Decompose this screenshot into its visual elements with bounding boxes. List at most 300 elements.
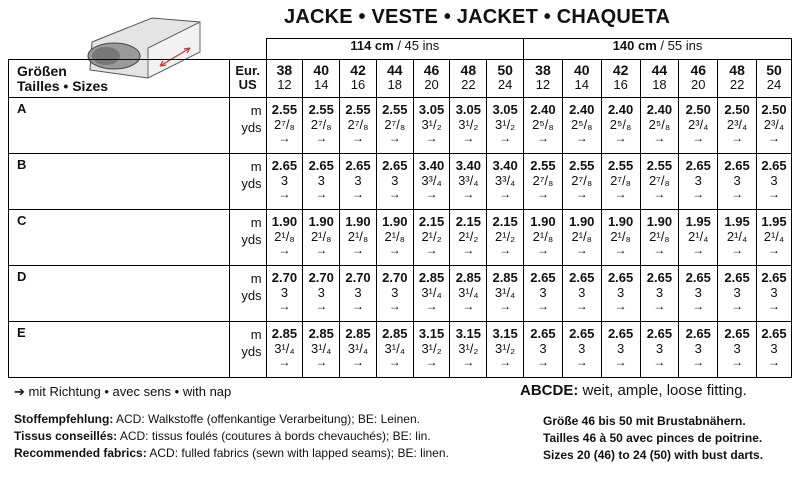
yardage-cell xyxy=(487,98,524,154)
size-header xyxy=(413,60,450,98)
nap-arrow-icon: → xyxy=(614,299,627,313)
yardage-cell xyxy=(562,98,601,154)
yards-value: 2⁵/₈ xyxy=(570,117,593,132)
yards-value: 2⁷/₈ xyxy=(648,173,670,188)
nap-arrow-icon: → xyxy=(575,355,588,369)
nap-arrow-icon: → xyxy=(692,131,705,145)
nap-arrow-icon: → xyxy=(425,243,438,257)
recommend-text: ACD: fulled fabrics (sewn with lapped seams); BE: linen. xyxy=(146,446,449,460)
yardage-cell xyxy=(303,154,340,210)
yards-value: 3³/₄ xyxy=(458,173,479,188)
nap-arrow-icon: → xyxy=(315,243,328,257)
size-header xyxy=(266,60,303,98)
meters-value: 2.65 xyxy=(724,270,750,285)
us-size: 12 xyxy=(277,77,292,92)
yards-value: 2¹/₈ xyxy=(649,229,670,244)
yards-value: 3¹/₂ xyxy=(458,117,479,132)
yardage-cell xyxy=(340,322,377,378)
yards-value: 3¹/₄ xyxy=(274,341,295,356)
nap-arrow-icon: → xyxy=(536,299,549,313)
yardage-cell xyxy=(376,210,413,266)
meters-value: 2.65 xyxy=(271,158,298,173)
meters-value: 2.65 xyxy=(724,326,750,341)
eur-size: 48 xyxy=(460,62,477,78)
nap-arrow-icon: → xyxy=(692,355,705,369)
yards-value: 3 xyxy=(655,341,664,356)
yards-value: 2¹/₂ xyxy=(421,229,442,244)
meters-value: 1.90 xyxy=(607,214,634,229)
yards-value: 2¹/₄ xyxy=(726,229,748,244)
recommend-line xyxy=(14,428,449,445)
meters-value: 2.65 xyxy=(685,270,711,285)
yards-value: 2¹/₈ xyxy=(610,229,631,244)
width-ins: / 55 ins xyxy=(660,38,703,53)
nap-arrow-icon: → xyxy=(614,187,627,201)
yardage-cell xyxy=(718,98,757,154)
eur-size: 40 xyxy=(313,62,329,78)
nap-arrow-icon: → xyxy=(278,299,291,313)
meters-value: 3.15 xyxy=(418,326,445,341)
view-letter-text: D xyxy=(17,269,27,284)
us-size: 20 xyxy=(691,77,706,92)
meters-value: 2.50 xyxy=(685,102,711,117)
meters-value: 2.85 xyxy=(382,326,408,341)
size-header xyxy=(757,60,792,98)
nap-arrow-icon: → xyxy=(768,299,780,313)
meters-value: 2.65 xyxy=(685,158,711,173)
yardage-cell xyxy=(266,210,303,266)
yards-value: 2¹/₈ xyxy=(384,229,406,244)
recommended-fabrics xyxy=(14,411,449,462)
meters-value: 2.65 xyxy=(761,326,787,341)
bust-line: Größe 46 bis 50 mit Brustabnähern. xyxy=(543,414,746,428)
yardage-cell xyxy=(718,266,757,322)
meters-value: 1.90 xyxy=(382,214,408,229)
meters-value: 3.15 xyxy=(492,326,518,341)
nap-arrow-icon: → xyxy=(352,355,364,369)
nap-arrow-icon: → xyxy=(425,187,438,201)
yardage-cell xyxy=(450,154,487,210)
yardage-cell xyxy=(757,154,792,210)
yards-value: 3 xyxy=(694,341,702,356)
yards-value: 3 xyxy=(391,285,399,300)
yards-value: 2⁷/₈ xyxy=(273,117,295,132)
nap-arrow-icon: → xyxy=(499,355,512,369)
nap-arrow-icon: → xyxy=(731,187,744,201)
unit-yds: yds xyxy=(241,344,262,359)
fit-letters: ABCDE: xyxy=(520,382,579,399)
yardage-cell xyxy=(340,210,377,266)
yardage-cell xyxy=(340,154,377,210)
yards-value: 2¹/₈ xyxy=(274,229,295,244)
yards-value: 3 xyxy=(391,173,399,188)
nap-arrow-icon: → xyxy=(499,299,512,313)
meters-value: 2.15 xyxy=(418,214,445,229)
yards-value: 2³/₄ xyxy=(726,117,748,132)
yardage-cell xyxy=(376,154,413,210)
eur-us-label xyxy=(229,60,266,98)
unit-yds: yds xyxy=(241,288,262,303)
yards-value: 3³/₄ xyxy=(494,173,516,188)
table-row xyxy=(9,266,792,322)
unit-m: m xyxy=(250,271,262,286)
eur-size: 42 xyxy=(612,62,629,78)
us-size: 24 xyxy=(497,77,513,92)
meters-value: 2.85 xyxy=(455,270,481,285)
yards-value: 3 xyxy=(770,341,778,356)
meters-value: 2.85 xyxy=(418,270,445,285)
yardage-cell xyxy=(340,98,377,154)
meters-value: 2.65 xyxy=(569,270,595,285)
unit-yds: yds xyxy=(241,176,262,191)
yards-value: 3 xyxy=(694,173,702,188)
meters-value: 3.15 xyxy=(455,326,481,341)
yards-value: 3 xyxy=(578,341,586,356)
nap-arrow-icon: → xyxy=(499,243,512,257)
meters-value: 2.70 xyxy=(382,270,408,285)
yardage-cell xyxy=(413,266,450,322)
meters-value: 2.65 xyxy=(724,158,750,173)
yardage-cell xyxy=(303,210,340,266)
yardage-cell xyxy=(303,98,340,154)
nap-arrow-icon: → xyxy=(536,131,549,145)
us-size: 18 xyxy=(387,77,403,92)
recommend-text: ACD: Walkstoffe (offenkantige Verarbeitung); BE: Leinen. xyxy=(113,412,420,426)
us-size: 20 xyxy=(424,77,439,92)
nap-arrow-icon: → xyxy=(768,243,780,257)
yards-value: 2⁵/₈ xyxy=(532,117,554,132)
view-letter-text: B xyxy=(17,157,27,172)
meters-value: 2.70 xyxy=(271,270,298,285)
nap-arrow-icon: → xyxy=(352,187,364,201)
meters-value: 2.65 xyxy=(761,158,787,173)
yardage-cell xyxy=(524,154,563,210)
view-letter xyxy=(9,210,230,266)
yards-value: 3 xyxy=(539,285,547,300)
yards-value: 3¹/₄ xyxy=(458,285,479,300)
yards-value: 3 xyxy=(578,285,586,300)
meters-value: 2.40 xyxy=(607,102,634,117)
table-row xyxy=(9,210,792,266)
us-size: 24 xyxy=(766,77,782,92)
yardage-cell xyxy=(487,266,524,322)
size-header xyxy=(524,60,563,98)
yards-value: 3 xyxy=(733,341,741,356)
yardage-cell xyxy=(640,98,679,154)
blank-corner xyxy=(9,39,267,60)
yardage-cell xyxy=(266,322,303,378)
yards-value: 3 xyxy=(317,285,325,300)
page-title: JACKE • VESTE • JACKET • CHAQUETA xyxy=(284,6,671,28)
nap-arrow-icon: → xyxy=(614,131,627,145)
yardage-cell xyxy=(679,322,718,378)
size-header xyxy=(601,60,640,98)
nap-arrow-icon: → xyxy=(653,131,666,145)
meters-value: 2.65 xyxy=(646,326,673,341)
nap-arrow-icon: → xyxy=(388,299,401,313)
meters-value: 2.55 xyxy=(382,102,408,117)
unit-labels xyxy=(229,98,266,154)
meters-value: 3.40 xyxy=(418,158,445,173)
nap-arrow-icon: → xyxy=(692,243,705,257)
yardage-cell xyxy=(757,266,792,322)
nap-arrow-icon: → xyxy=(575,131,588,145)
fit-text: weit, ample, loose fitting. xyxy=(578,382,747,399)
unit-m: m xyxy=(250,215,262,230)
view-letter-text: A xyxy=(17,101,27,116)
yardage-cell xyxy=(562,322,601,378)
meters-value: 2.65 xyxy=(530,270,556,285)
eur-size: 50 xyxy=(766,62,782,78)
eur-size: 46 xyxy=(690,62,707,78)
meters-value: 2.55 xyxy=(308,102,334,117)
sizes-label xyxy=(9,60,230,98)
meters-value: 2.65 xyxy=(646,270,673,285)
yardage-cell xyxy=(450,266,487,322)
yardage-cell xyxy=(562,154,601,210)
meters-value: 3.05 xyxy=(492,102,518,117)
yards-value: 2⁷/₈ xyxy=(571,173,593,188)
yardage-cell xyxy=(718,154,757,210)
width-header-114 xyxy=(266,39,523,60)
meters-value: 3.05 xyxy=(455,102,481,117)
meters-value: 2.65 xyxy=(530,326,556,341)
view-letter xyxy=(9,98,230,154)
yards-value: 2⁷/₈ xyxy=(384,117,406,132)
eur-size: 38 xyxy=(535,62,551,78)
meters-value: 2.85 xyxy=(345,326,371,341)
yardage-cell xyxy=(679,210,718,266)
yards-value: 3 xyxy=(354,285,362,300)
yardage-cell xyxy=(413,98,450,154)
nap-arrow-icon: → xyxy=(731,355,744,369)
size-header xyxy=(487,60,524,98)
nap-arrow-icon: → xyxy=(278,187,291,201)
yards-value: 2¹/₂ xyxy=(458,229,479,244)
width-cm: 114 cm xyxy=(350,38,394,53)
recommend-line xyxy=(14,445,449,462)
meters-value: 2.55 xyxy=(271,102,298,117)
size-header xyxy=(340,60,377,98)
nap-arrow-icon: → xyxy=(425,299,438,313)
us-size: 22 xyxy=(729,77,745,92)
yards-value: 2¹/₂ xyxy=(495,229,516,244)
yardage-cell xyxy=(640,266,679,322)
eur-size: 42 xyxy=(350,62,366,78)
us-size: 22 xyxy=(461,77,476,92)
us-label: US xyxy=(238,77,257,92)
yards-value: 3¹/₄ xyxy=(347,341,369,356)
yards-value: 2³/₄ xyxy=(763,117,785,132)
nap-arrow-icon: → xyxy=(278,355,291,369)
meters-value: 1.90 xyxy=(569,214,595,229)
yards-value: 2⁷/₈ xyxy=(610,173,632,188)
view-letter-text: E xyxy=(17,325,26,340)
yardage-cell xyxy=(524,266,563,322)
unit-labels xyxy=(229,210,266,266)
yards-value: 3³/₄ xyxy=(421,173,442,188)
eur-size: 46 xyxy=(423,62,440,78)
yards-value: 2¹/₄ xyxy=(763,229,785,244)
yardage-cell xyxy=(601,322,640,378)
yardage-cell xyxy=(450,210,487,266)
meters-value: 2.40 xyxy=(646,102,673,117)
yardage-cell xyxy=(718,322,757,378)
meters-value: 2.40 xyxy=(530,102,556,117)
yardage-cell xyxy=(487,154,524,210)
yardage-cell xyxy=(303,322,340,378)
recommend-text: ACD: tissus foulés (coutures à bords chevauchés); BE: lin. xyxy=(117,429,431,443)
fit-note xyxy=(520,382,747,399)
meters-value: 2.85 xyxy=(271,326,298,341)
meters-value: 3.40 xyxy=(455,158,481,173)
sizes-label-de: Größen xyxy=(17,63,67,79)
meters-value: 1.90 xyxy=(271,214,298,229)
us-size: 18 xyxy=(652,77,667,92)
yardage-cell xyxy=(757,98,792,154)
size-header xyxy=(376,60,413,98)
meters-value: 2.15 xyxy=(492,214,518,229)
yards-value: 3 xyxy=(616,285,625,300)
yardage-cell xyxy=(487,210,524,266)
nap-arrow-icon: → xyxy=(536,187,549,201)
eur-size: 50 xyxy=(497,62,513,78)
yardage-cell xyxy=(413,154,450,210)
yards-value: 2¹/₈ xyxy=(571,229,593,244)
yards-value: 2¹/₈ xyxy=(310,229,332,244)
recommend-label: Stoffempfehlung: xyxy=(14,412,114,426)
size-header xyxy=(562,60,601,98)
yardage-table xyxy=(8,38,792,378)
yardage-cell xyxy=(413,210,450,266)
yardage-cell xyxy=(640,210,679,266)
yardage-cell xyxy=(524,322,563,378)
yardage-cell xyxy=(376,322,413,378)
yardage-cell xyxy=(640,154,679,210)
meters-value: 2.65 xyxy=(345,158,371,173)
yards-value: 3 xyxy=(616,341,625,356)
nap-arrow-icon: → xyxy=(575,187,588,201)
yardage-cell xyxy=(487,322,524,378)
nap-arrow-icon: → xyxy=(653,243,666,257)
us-size: 12 xyxy=(535,77,551,92)
meters-value: 1.90 xyxy=(345,214,371,229)
nap-arrow-icon: → xyxy=(425,131,438,145)
bust-line: Tailles 46 à 50 avec pinces de poitrine. xyxy=(543,431,763,445)
nap-arrow-icon: → xyxy=(315,355,328,369)
nap-arrow-icon: → xyxy=(462,299,475,313)
eur-size: 40 xyxy=(573,62,590,78)
meters-value: 2.40 xyxy=(569,102,595,117)
nap-arrow-icon: → xyxy=(731,243,744,257)
yardage-cell xyxy=(757,210,792,266)
yards-value: 3 xyxy=(770,285,778,300)
size-header xyxy=(679,60,718,98)
yardage-cell xyxy=(450,98,487,154)
table-row xyxy=(9,154,792,210)
yardage-cell xyxy=(266,154,303,210)
nap-arrow-icon: → xyxy=(315,299,328,313)
nap-arrow-icon: → xyxy=(653,355,666,369)
unit-yds: yds xyxy=(241,120,262,135)
yardage-cell xyxy=(679,98,718,154)
yards-value: 2⁷/₈ xyxy=(347,117,369,132)
meters-value: 2.65 xyxy=(308,158,334,173)
meters-value: 1.90 xyxy=(308,214,334,229)
eur-size: 48 xyxy=(729,62,745,78)
yardage-cell xyxy=(266,266,303,322)
meters-value: 2.85 xyxy=(492,270,518,285)
yards-value: 3 xyxy=(694,285,702,300)
nap-arrow-icon: → xyxy=(768,187,780,201)
nap-arrow-icon: → xyxy=(653,299,666,313)
meters-value: 2.15 xyxy=(455,214,481,229)
nap-arrow-icon: → xyxy=(462,131,475,145)
unit-yds: yds xyxy=(241,232,262,247)
nap-arrow-icon: → xyxy=(731,131,744,145)
yardage-cell xyxy=(679,154,718,210)
size-header xyxy=(640,60,679,98)
yards-value: 3¹/₄ xyxy=(494,285,516,300)
nap-note: ➔ mit Richtung • avec sens • with nap xyxy=(14,384,232,399)
eur-size: 44 xyxy=(386,62,403,78)
size-header xyxy=(718,60,757,98)
view-letter-text: C xyxy=(17,213,27,228)
unit-m: m xyxy=(250,327,262,342)
nap-arrow-icon: → xyxy=(425,355,438,369)
size-header xyxy=(450,60,487,98)
yardage-cell xyxy=(640,322,679,378)
meters-value: 2.65 xyxy=(569,326,595,341)
nap-arrow-icon: → xyxy=(352,299,364,313)
yards-value: 3 xyxy=(280,173,289,188)
meters-value: 2.55 xyxy=(345,102,371,117)
yardage-cell xyxy=(679,266,718,322)
recommend-label: Tissus conseillés: xyxy=(14,429,118,443)
us-size: 14 xyxy=(574,77,589,92)
yardage-cell xyxy=(450,322,487,378)
meters-value: 3.40 xyxy=(492,158,518,173)
yardage-cell xyxy=(601,266,640,322)
nap-arrow-icon: → xyxy=(499,187,512,201)
yardage-cell xyxy=(376,98,413,154)
yardage-cell xyxy=(601,154,640,210)
meters-value: 2.65 xyxy=(607,270,634,285)
yards-value: 2¹/₈ xyxy=(532,229,554,244)
nap-arrow-icon: → xyxy=(653,187,666,201)
yardage-cell xyxy=(601,98,640,154)
meters-value: 2.55 xyxy=(530,158,556,173)
yardage-cell xyxy=(303,266,340,322)
nap-arrow-icon: → xyxy=(575,243,588,257)
yardage-cell xyxy=(340,266,377,322)
view-letter xyxy=(9,322,230,378)
nap-arrow-icon: → xyxy=(278,131,291,145)
nap-arrow-icon: → xyxy=(692,187,705,201)
yardage-cell xyxy=(413,322,450,378)
us-size: 16 xyxy=(350,77,366,92)
yardage-cell xyxy=(562,266,601,322)
nap-arrow-icon: → xyxy=(352,243,364,257)
view-letter xyxy=(9,154,230,210)
nap-arrow-icon: → xyxy=(388,187,401,201)
yards-value: 3¹/₄ xyxy=(384,341,406,356)
us-size: 16 xyxy=(613,77,628,92)
nap-arrow-icon: → xyxy=(388,131,401,145)
yardage-cell xyxy=(266,98,303,154)
nap-arrow-icon: → xyxy=(388,355,401,369)
unit-labels xyxy=(229,154,266,210)
